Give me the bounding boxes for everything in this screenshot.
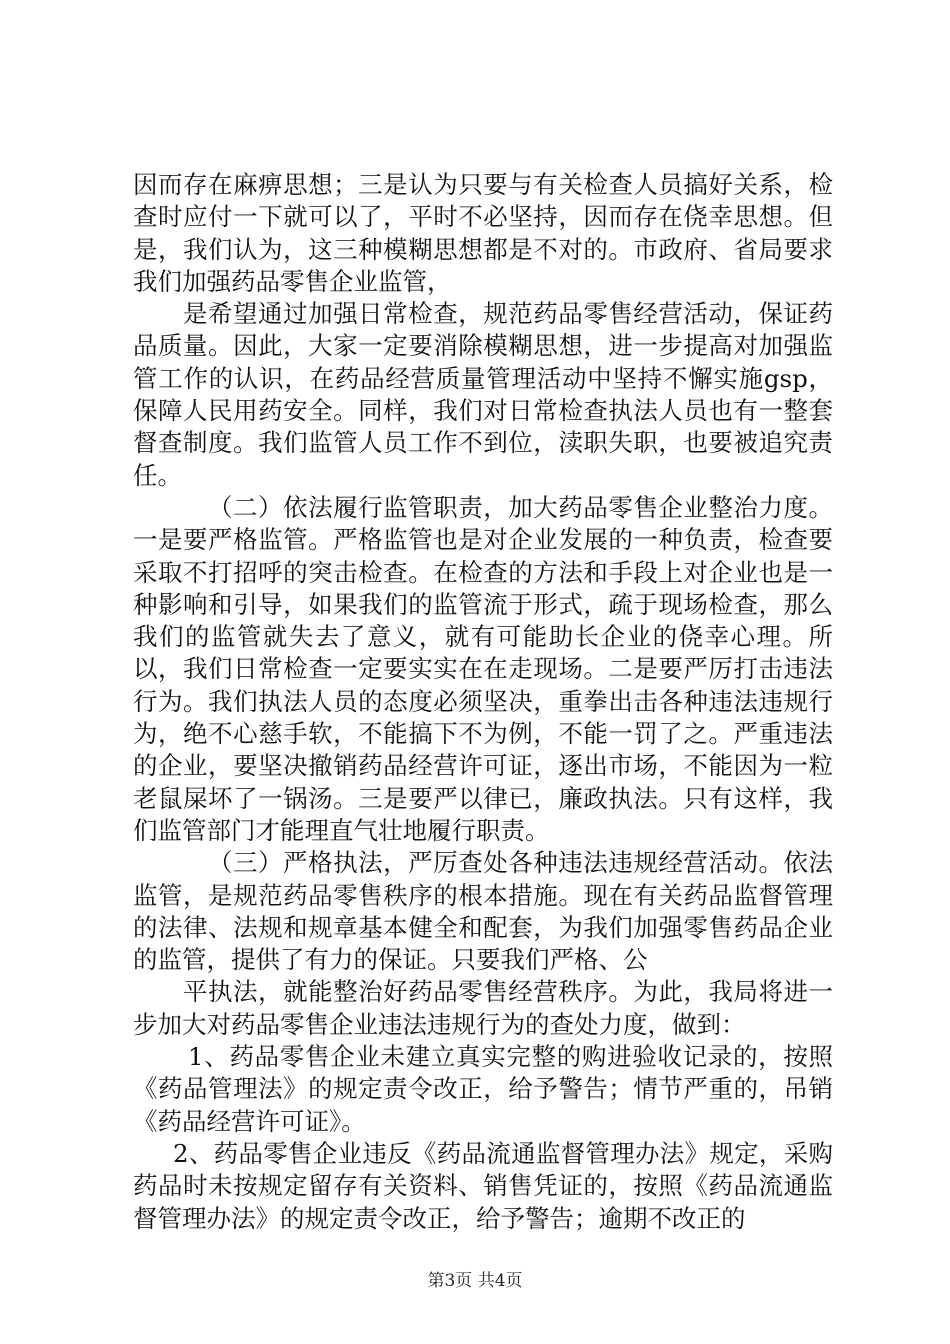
paragraph-1: 因而存在麻痹思想；三是认为只要与有关检查人员搞好关系，检查时应付一下就可以了，平时不必坚持，因而存在侥幸思想。但是，我们认为，这三种模糊思想都是不对的。市政府、省局要求我们加强药品零售企业监管， xyxy=(133,170,833,296)
paragraph-6: 1、药品零售企业未建立真实完整的购进验收记录的，按照《药品管理法》的规定责令改正，给予警告；情节严重的，吊销《药品经营许可证》。 xyxy=(133,1042,833,1136)
paragraph-4: （三）严格执法，严厉查处各种违法违规经营活动。依法监管，是规范药品零售秩序的根本措施。现在有关药品监督管理的法律、法规和规章基本健全和配套，为我们加强零售药品企业的监管，提供了有力的保证。只要我们严格、公 xyxy=(133,848,833,975)
document-body xyxy=(133,169,833,1235)
paragraph-7: 2、药品零售企业违反《药品流通监督管理办法》规定，采购药品时未按规定留存有关资料、销售凭证的，按照《药品流通监督管理办法》的规定责令改正，给予警告；逾期不改正的 xyxy=(133,1138,833,1233)
paragraph-5: 平执法，就能整治好药品零售经营秩序。为此，我局将进一步加大对药品零售企业违法违规行为的查处力度，做到： xyxy=(133,977,833,1039)
paragraph-3: （二）依法履行监管职责，加大药品零售企业整治力度。一是要严格监管。严格监管也是对企业发展的一种负责，检查要采取不打招呼的突击检查。在检查的方法和手段上对企业也是一种影响和引导，如果我们的监管流于形式，疏于现场检查，那么我们的监管就失去了意义，就有可能助长企业的侥幸心理。所以，我们日常检查一定要实实在在走现场。二是要严厉打击违法行为。我们执法人员的态度必须坚决，重拳出击各种违法违规行为，绝不心慈手软，不能搞下不为例，不能一罚了之。严重违法的企业，要坚决撤销药品经营许可证，逐出市场，不能因为一粒老鼠屎坏了一锅汤。三是要严以律已，廉政执法。只有这样，我们监管部门才能理直气壮地履行职责。 xyxy=(133,492,833,845)
paragraph-2: 是希望通过加强日常检查，规范药品零售经营活动，保证药品质量。因此，大家一定要消除模糊思想，进一步提高对加强监管工作的认识，在药品经营质量管理活动中坚持不懈实施gsp，保障人民用药安全。同样，我们对日常检查执法人员也有一整套督查制度。我们监管人员工作不到位，渎职失职，也要被追究责任。 xyxy=(133,299,833,490)
page-number-label: 第3页 共4页 xyxy=(427,1271,523,1291)
page-footer xyxy=(0,1270,950,1292)
